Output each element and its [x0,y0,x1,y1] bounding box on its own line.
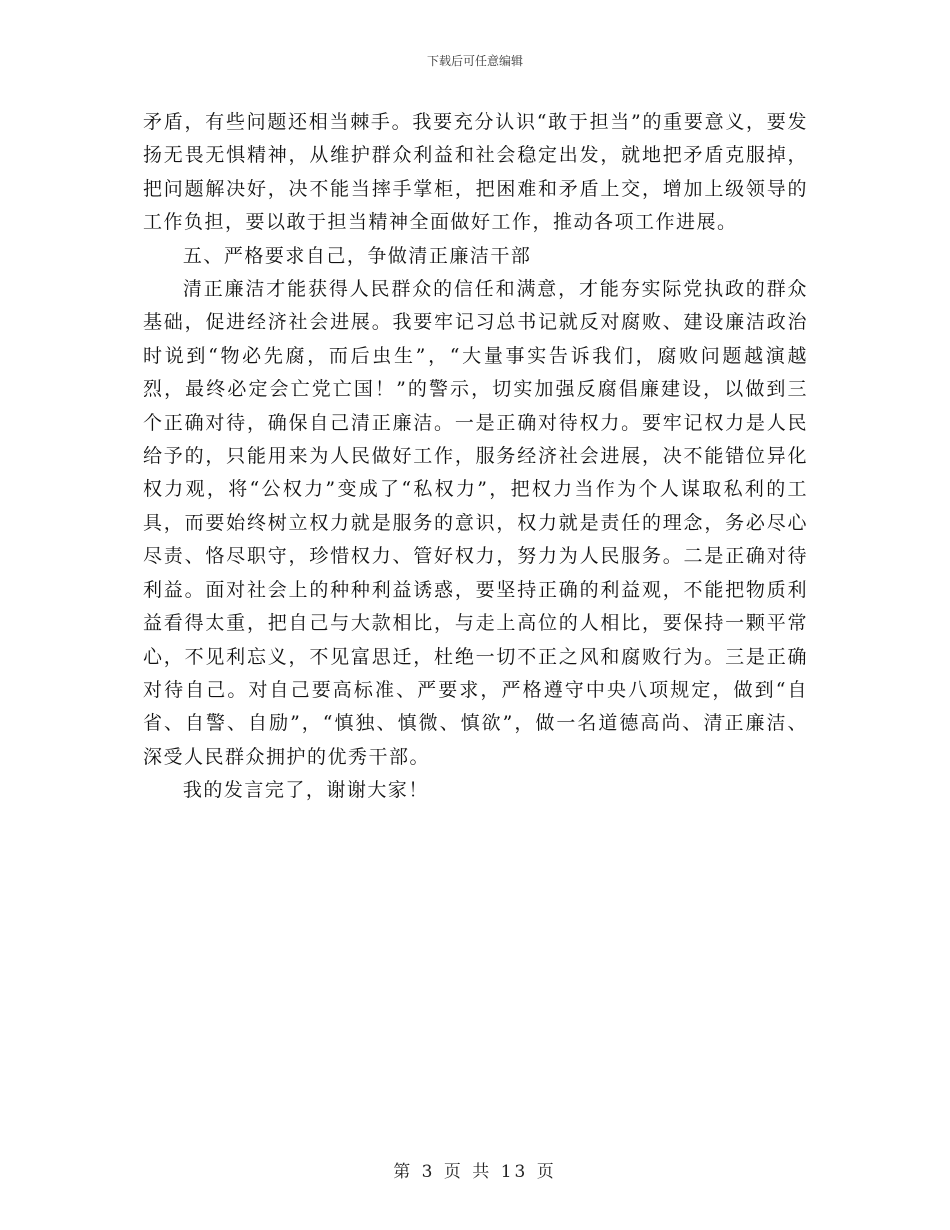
paragraph-dare-to-take-responsibility: 矛盾，有些问题还相当棘手。我要充分认识“敢于担当”的重要意义，要发扬无畏无惧精神，从维护群众利益和社会稳定出发，就地把矛盾克服掉，把问题解决好，决不能当摔手掌柜，把困难和矛盾上交，增加上级领导的工作负担，要以敢于担当精神全面做好工作，推动各项工作进展。 [143,111,808,234]
page-header: 下载后可任意编辑 [426,54,523,68]
paragraph-integrity: 清正廉洁才能获得人民群众的信任和满意，才能夯实际党执政的群众基础，促进经济社会进展。我要牢记习总书记就反对腐败、建设廉洁政治时说到“物必先腐，而后虫生”，“大量事实告诉我们，腐败问题越演越烈，最终必定会亡党亡国！”的警示，切实加强反腐倡廉建设，以做到三个正确对待，确保自己清正廉洁。一是正确对待权力。要牢记权力是人民给予的，只能用来为人民做好工作，服务经济社会进展，决不能错位异化权力观，将“公权力”变成了“私权力”，把权力当作为个人谋取私利的工具，而要始终树立权力就是服务的意识，权力就是责任的理念，务必尽心尽责、恪尽职守，珍惜权力、管好权力，努力为人民服务。二是正确对待利益。面对社会上的种种利益诱惑，要坚持正确的利益观，不能把物质利益看得太重，把自己与大款相比，与走上高位的人相比，要保持一颗平常心，不见利忘义，不见富思迁，杜绝一切不正之风和腐败行为。三是正确对待自己。对自己要高标准、严要求，严格遵守中央八项规定，做到“自省、自警、自励”，“慎独、慎微、慎欲”，做一名道德高尚、清正廉洁、深受人民群众拥护的优秀干部。 [143,278,808,768]
page-number: 第 3 页 共 13 页 [393,1162,557,1182]
paragraph-closing: 我的发言完了，谢谢大家！ [182,779,429,802]
section-heading-five: 五、严格要求自己，争做清正廉洁干部 [182,244,532,267]
document-body [143,106,808,808]
